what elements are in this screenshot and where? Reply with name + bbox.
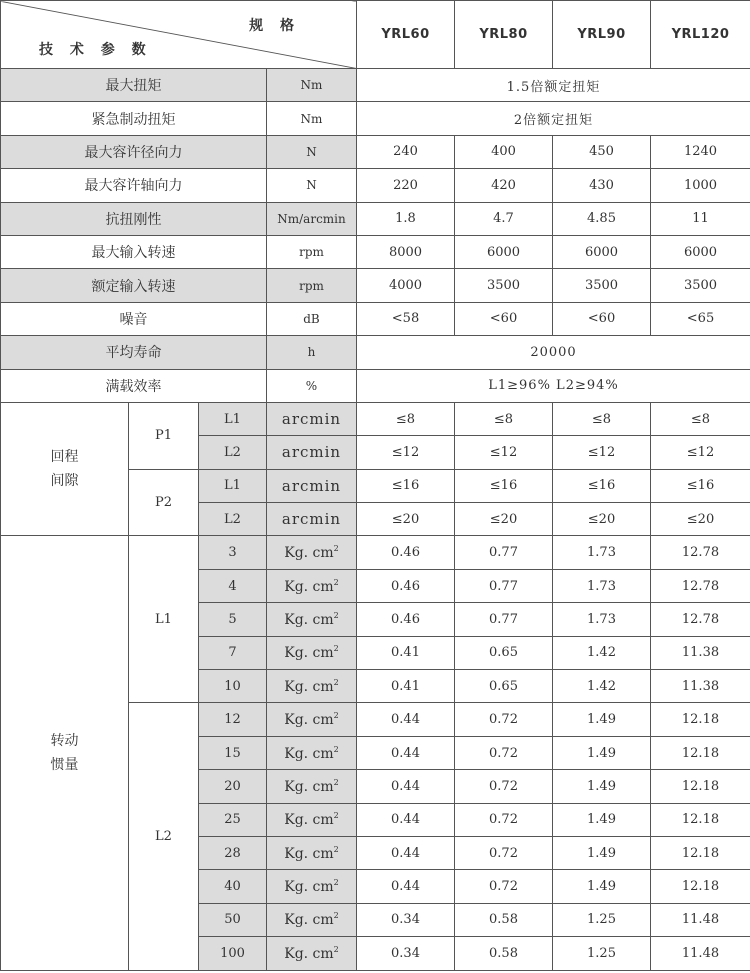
backlash-value: ≤20 [455,503,553,536]
inertia-label: 转动 惯量 [1,536,129,970]
param-value: 240 [357,135,455,168]
inertia-value: 1.25 [553,903,651,936]
inertia-unit-exponent: 2 [333,677,339,687]
stage-group-label: L1 [129,536,199,703]
inertia-unit-base: Kg. cm [284,812,334,829]
param-value: <65 [651,302,750,335]
param-name: 最大输入转速 [1,235,267,268]
inertia-unit [267,536,357,569]
inertia-value: 0.72 [455,703,553,736]
param-unit: rpm [267,269,357,302]
backlash-unit: arcmin [267,402,357,435]
inertia-value: 1.73 [553,536,651,569]
inertia-unit-base: Kg. cm [284,912,334,929]
inertia-value: 11.38 [651,670,750,703]
ratio-label: 7 [199,636,267,669]
inertia-unit-exponent: 2 [333,777,339,787]
ratio-label: 5 [199,603,267,636]
backlash-value: ≤8 [455,402,553,435]
inertia-value: 0.58 [455,903,553,936]
inertia-value: 0.72 [455,770,553,803]
inertia-value: 12.78 [651,603,750,636]
param-unit: N [267,135,357,168]
inertia-value: 12.18 [651,803,750,836]
param-unit: Nm/arcmin [267,202,357,235]
inertia-value: 0.77 [455,536,553,569]
inertia-unit-base: Kg. cm [284,845,334,862]
inertia-value: 1.49 [553,803,651,836]
inertia-value: 11.38 [651,636,750,669]
param-unit: N [267,169,357,202]
param-name: 最大容许轴向力 [1,169,267,202]
backlash-value: ≤12 [357,436,455,469]
param-value: 3500 [553,269,651,302]
param-row [1,302,750,335]
param-value: 420 [455,169,553,202]
inertia-value: 0.44 [357,703,455,736]
ratio-label: 40 [199,870,267,903]
param-name: 额定输入转速 [1,269,267,302]
inertia-unit [267,770,357,803]
param-name: 抗扭刚性 [1,202,267,235]
inertia-unit-exponent: 2 [333,644,339,654]
stage-label: L1 [199,402,267,435]
backlash-value: ≤20 [651,503,750,536]
inertia-unit-base: Kg. cm [284,745,334,762]
inertia-row [1,536,750,569]
ratio-label: 10 [199,670,267,703]
inertia-value: 0.34 [357,903,455,936]
param-unit: rpm [267,235,357,268]
param-value: 11 [651,202,750,235]
inertia-unit-base: Kg. cm [284,712,334,729]
ratio-label: 50 [199,903,267,936]
inertia-value: 1.49 [553,770,651,803]
ratio-label: 100 [199,937,267,970]
param-value: 220 [357,169,455,202]
backlash-value: ≤16 [357,469,455,502]
inertia-unit-exponent: 2 [333,544,339,554]
param-value: 8000 [357,235,455,268]
backlash-unit: arcmin [267,503,357,536]
param-name: 最大容许径向力 [1,135,267,168]
backlash-value: ≤20 [553,503,651,536]
param-value: <58 [357,302,455,335]
backlash-value: ≤8 [553,402,651,435]
inertia-value: 1.25 [553,937,651,970]
stage-group-label: L2 [129,703,199,970]
param-row [1,169,750,202]
param-merged-value: 20000 [357,336,750,369]
inertia-value: 0.65 [455,670,553,703]
spec-label: 规 格 [249,18,300,34]
param-value: 4.7 [455,202,553,235]
backlash-value: ≤12 [651,436,750,469]
param-row [1,235,750,268]
param-value: 6000 [553,235,651,268]
inertia-value: 11.48 [651,937,750,970]
inertia-unit-base: Kg. cm [284,611,334,628]
param-name: 平均寿命 [1,336,267,369]
inertia-value: 0.46 [357,569,455,602]
backlash-label: 回程 间隙 [1,402,129,536]
model-yrl80: YRL80 [455,1,553,69]
ratio-label: 12 [199,703,267,736]
param-row [1,202,750,235]
inertia-unit-base: Kg. cm [284,545,334,562]
stage-label: L2 [199,503,267,536]
inertia-value: 0.41 [357,670,455,703]
inertia-value: 12.18 [651,770,750,803]
param-merged-value: 2倍额定扭矩 [357,102,750,135]
param-name: 紧急制动扭矩 [1,102,267,135]
param-value: 400 [455,135,553,168]
header-diagonal-cell [1,1,357,69]
param-name: 满载效率 [1,369,267,402]
backlash-value: ≤12 [553,436,651,469]
inertia-unit [267,937,357,970]
param-value: <60 [455,302,553,335]
inertia-unit-exponent: 2 [333,610,339,620]
inertia-value: 0.72 [455,836,553,869]
param-value: 1.8 [357,202,455,235]
backlash-value: ≤16 [651,469,750,502]
inertia-unit-exponent: 2 [333,878,339,888]
inertia-value: 0.46 [357,536,455,569]
backlash-value: ≤16 [455,469,553,502]
ratio-label: 15 [199,736,267,769]
ratio-label: 4 [199,569,267,602]
param-value: 6000 [455,235,553,268]
inertia-unit-exponent: 2 [333,811,339,821]
ratio-label: 3 [199,536,267,569]
param-value: 3500 [651,269,750,302]
inertia-value: 0.72 [455,736,553,769]
param-unit: % [267,369,357,402]
param-row [1,102,750,135]
param-merged-value: L1≥96% L2≥94% [357,369,750,402]
inertia-value: 1.73 [553,569,651,602]
param-unit: Nm [267,69,357,102]
param-value: 450 [553,135,651,168]
ratio-label: 25 [199,803,267,836]
inertia-unit-exponent: 2 [333,844,339,854]
param-value: 1240 [651,135,750,168]
param-row [1,69,750,102]
precision-grade: P1 [129,402,199,469]
backlash-unit: arcmin [267,436,357,469]
inertia-value: 0.72 [455,803,553,836]
param-row [1,369,750,402]
inertia-unit [267,870,357,903]
stage-label: L2 [199,436,267,469]
inertia-value: 1.49 [553,736,651,769]
inertia-unit [267,736,357,769]
inertia-value: 12.18 [651,703,750,736]
model-yrl120: YRL120 [651,1,750,69]
inertia-value: 0.44 [357,736,455,769]
inertia-value: 1.49 [553,870,651,903]
inertia-unit-exponent: 2 [333,711,339,721]
inertia-unit [267,670,357,703]
inertia-unit-exponent: 2 [333,911,339,921]
param-unit: h [267,336,357,369]
inertia-value: 0.44 [357,803,455,836]
inertia-value: 1.73 [553,603,651,636]
param-value: 430 [553,169,651,202]
param-value: 1000 [651,169,750,202]
inertia-value: 1.42 [553,636,651,669]
inertia-unit [267,903,357,936]
inertia-unit-base: Kg. cm [284,879,334,896]
inertia-value: 0.58 [455,937,553,970]
param-value: 6000 [651,235,750,268]
inertia-unit-exponent: 2 [333,944,339,954]
inertia-value: 0.41 [357,636,455,669]
precision-grade: P2 [129,469,199,536]
inertia-value: 0.65 [455,636,553,669]
param-unit: dB [267,302,357,335]
inertia-value: 0.46 [357,603,455,636]
param-label: 技 术 参 数 [39,42,152,58]
inertia-unit [267,636,357,669]
inertia-value: 1.49 [553,836,651,869]
param-value: 3500 [455,269,553,302]
param-unit: Nm [267,102,357,135]
inertia-value: 12.18 [651,836,750,869]
backlash-unit: arcmin [267,469,357,502]
inertia-unit-base: Kg. cm [284,778,334,795]
inertia-unit [267,569,357,602]
backlash-value: ≤8 [651,402,750,435]
inertia-value: 0.77 [455,569,553,602]
param-merged-value: 1.5倍额定扭矩 [357,69,750,102]
model-yrl60: YRL60 [357,1,455,69]
inertia-unit [267,603,357,636]
ratio-label: 20 [199,770,267,803]
param-value: 4.85 [553,202,651,235]
inertia-unit [267,703,357,736]
ratio-label: 28 [199,836,267,869]
inertia-unit [267,803,357,836]
inertia-unit-base: Kg. cm [284,945,334,962]
inertia-value: 12.18 [651,870,750,903]
inertia-value: 0.72 [455,870,553,903]
param-name: 噪音 [1,302,267,335]
backlash-value: ≤8 [357,402,455,435]
inertia-value: 1.49 [553,703,651,736]
inertia-value: 0.34 [357,937,455,970]
backlash-row [1,402,750,435]
inertia-value: 11.48 [651,903,750,936]
inertia-value: 12.78 [651,536,750,569]
inertia-unit-exponent: 2 [333,744,339,754]
inertia-unit-base: Kg. cm [284,645,334,662]
inertia-unit-base: Kg. cm [284,578,334,595]
backlash-value: ≤20 [357,503,455,536]
stage-label: L1 [199,469,267,502]
param-row [1,336,750,369]
inertia-value: 12.18 [651,736,750,769]
inertia-unit-exponent: 2 [333,577,339,587]
inertia-unit-base: Kg. cm [284,678,334,695]
param-row [1,135,750,168]
param-row [1,269,750,302]
header-row [1,1,750,69]
backlash-value: ≤12 [455,436,553,469]
param-value: 4000 [357,269,455,302]
inertia-value: 12.78 [651,569,750,602]
param-name: 最大扭矩 [1,69,267,102]
inertia-unit [267,836,357,869]
inertia-value: 0.44 [357,770,455,803]
model-yrl90: YRL90 [553,1,651,69]
backlash-value: ≤16 [553,469,651,502]
inertia-value: 0.44 [357,870,455,903]
param-value: <60 [553,302,651,335]
inertia-value: 1.42 [553,670,651,703]
inertia-value: 0.77 [455,603,553,636]
inertia-value: 0.44 [357,836,455,869]
